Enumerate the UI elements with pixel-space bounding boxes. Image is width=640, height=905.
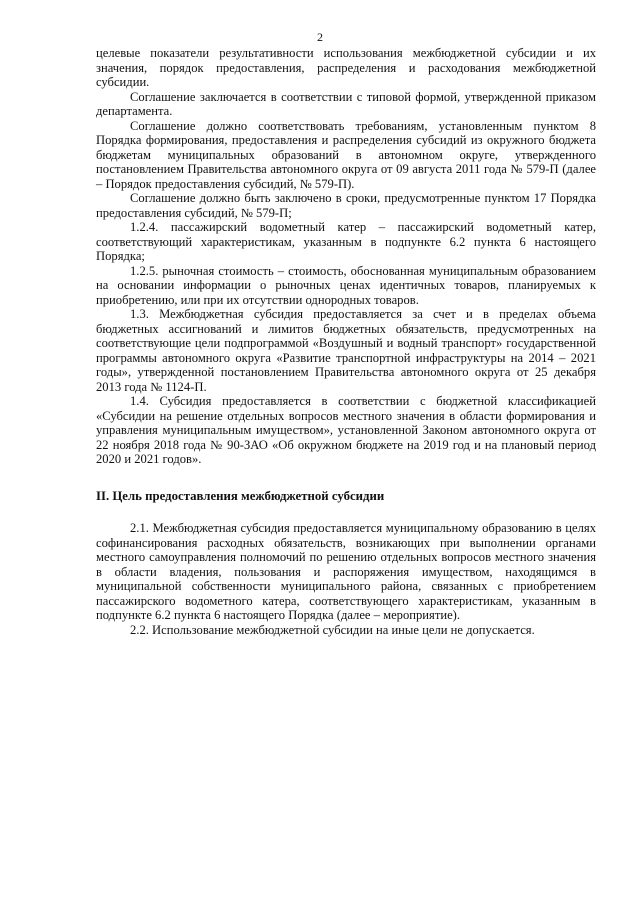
- page-number: 2: [317, 30, 323, 44]
- section-heading: II. Цель предоставления межбюджетной субсидии: [96, 488, 385, 503]
- paragraph-continuation: целевые показатели результативности использования межбюджетной субсидии и их значения, порядок предоставления, распределения и расходования межбюджетной субсидии.: [96, 46, 596, 89]
- paragraph-agreement-form: Соглашение заключается в соответствии с типовой формой, утвержденной приказом департамента.: [96, 89, 596, 118]
- document-body: [96, 46, 596, 637]
- paragraph-agreement-requirements: Соглашение должно соответствовать требованиям, установленным пунктом 8 Порядка формирования, предоставления и распределения субсидий из окружного бюджета бюджетам муниципальных образований в автономном округе, утвержденного постановлением Правительства автономного округа от 09 августа 2011 года № 579-П (далее – Порядок предоставления субсидий, № 579-П).: [96, 118, 596, 191]
- paragraph-2-2: 2.2. Использование межбюджетной субсидии на иные цели не допускается.: [130, 622, 535, 637]
- paragraph-2-1: 2.1. Межбюджетная субсидия предоставляется муниципальному образованию в целях софинансирования расходных обязательств, возникающих при выполнении органами местного самоуправления полномочий по решению отдельных вопросов местного значения в области владения, пользования и распоряжения имуществом, находящимся в муниципальной собственности муниципального района, связанных с приобретением пассажирского водометного катера, соответствующего характеристикам, указанным в подпункте 6.2 пункта 6 настоящего Порядка (далее – мероприятие).: [96, 521, 596, 622]
- paragraph-1-2-4: 1.2.4. пассажирский водометный катер – пассажирский водометный катер, соответствующий характеристикам, указанным в подпункте 6.2 пункта 6 настоящего Порядка;: [96, 220, 596, 263]
- paragraph-1-4: 1.4. Субсидия предоставляется в соответствии с бюджетной классификацией «Субсидии на решение отдельных вопросов местного значения в области формирования и управления муниципальным имуществом», установленной Законом автономного округа от 22 ноября 2018 года № 90-ЗАО «Об окружном бюджете на 2019 год и на плановый период 2020 и 2021 годов».: [96, 394, 596, 466]
- paragraph-1-3: 1.3. Межбюджетная субсидия предоставляется за счет и в пределах объема бюджетных ассигнований и лимитов бюджетных обязательств, предусмотренных на соответствующие цели подпрограммой «Воздушный и водный транспорт» государственной программы автономного округа «Развитие транспортной инфраструктуры на 2014 – 2021 годы», утвержденной постановлением Правительства автономного округа от 25 декабря 2013 года № 1124-П.: [96, 307, 596, 394]
- paragraph-1-2-5: 1.2.5. рыночная стоимость – стоимость, обоснованная муниципальным образованием на основании информации о рыночных ценах идентичных товаров, планируемых к приобретению, или при их отсутствии однородных товаров.: [96, 263, 596, 307]
- paragraph-agreement-deadlines: Соглашение должно быть заключено в сроки, предусмотренные пунктом 17 Порядка предоставления субсидий, № 579-П;: [96, 191, 596, 220]
